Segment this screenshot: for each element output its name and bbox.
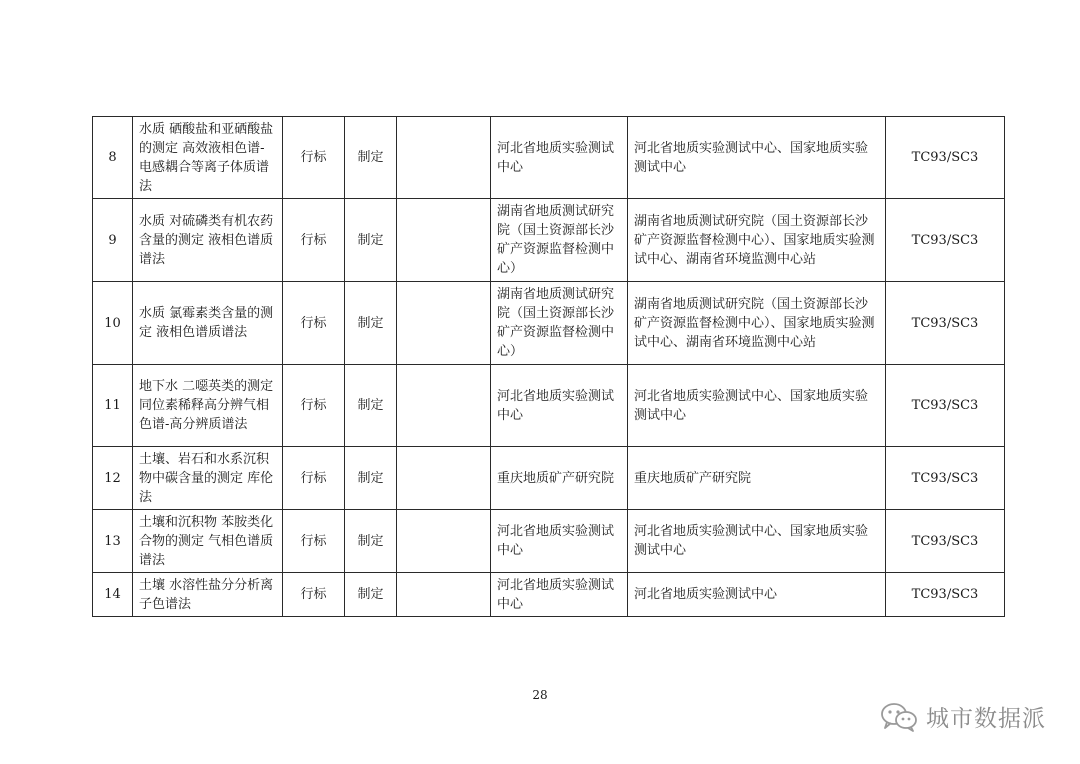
participating-units: 河北省地质实验测试中心、国家地质实验测试中心 bbox=[628, 510, 886, 573]
empty-cell bbox=[397, 510, 491, 573]
standard-type: 行标 bbox=[283, 573, 345, 617]
lead-unit: 湖南省地质测试研究院（国土资源部长沙矿产资源监督检测中心） bbox=[491, 282, 628, 365]
lead-unit: 湖南省地质测试研究院（国土资源部长沙矿产资源监督检测中心） bbox=[491, 199, 628, 282]
empty-cell bbox=[397, 282, 491, 365]
wechat-icon bbox=[880, 702, 918, 732]
empty-cell bbox=[397, 573, 491, 617]
standard-type: 行标 bbox=[283, 199, 345, 282]
participating-units: 湖南省地质测试研究院（国土资源部长沙矿产资源监督检测中心）、国家地质实验测试中心、湖南省环境监测中心站 bbox=[628, 282, 886, 365]
watermark bbox=[880, 700, 1046, 733]
work-type: 制定 bbox=[345, 510, 397, 573]
watermark-text: 城市数据派 bbox=[926, 706, 1046, 732]
standard-type: 行标 bbox=[283, 447, 345, 510]
committee-code: TC93/SC3 bbox=[886, 573, 1005, 617]
participating-units: 重庆地质矿产研究院 bbox=[628, 447, 886, 510]
lead-unit: 河北省地质实验测试中心 bbox=[491, 573, 628, 617]
standard-type: 行标 bbox=[283, 510, 345, 573]
table-row bbox=[93, 447, 1005, 510]
standard-name: 土壤和沉积物 苯胺类化合物的测定 气相色谱质谱法 bbox=[133, 510, 283, 573]
work-type: 制定 bbox=[345, 282, 397, 365]
work-type: 制定 bbox=[345, 117, 397, 199]
standard-name: 土壤 水溶性盐分分析离子色谱法 bbox=[133, 573, 283, 617]
standard-type: 行标 bbox=[283, 365, 345, 447]
lead-unit: 河北省地质实验测试中心 bbox=[491, 117, 628, 199]
table-row bbox=[93, 365, 1005, 447]
table-row bbox=[93, 282, 1005, 365]
table-body bbox=[93, 117, 1005, 617]
committee-code: TC93/SC3 bbox=[886, 447, 1005, 510]
work-type: 制定 bbox=[345, 573, 397, 617]
standard-name: 地下水 二噁英类的测定 同位素稀释高分辨气相色谱-高分辨质谱法 bbox=[133, 365, 283, 447]
standard-name: 水质 硒酸盐和亚硒酸盐的测定 高效液相色谱-电感耦合等离子体质谱法 bbox=[133, 117, 283, 199]
empty-cell bbox=[397, 199, 491, 282]
participating-units: 河北省地质实验测试中心、国家地质实验测试中心 bbox=[628, 365, 886, 447]
standard-name: 水质 氯霉素类含量的测定 液相色谱质谱法 bbox=[133, 282, 283, 365]
work-type: 制定 bbox=[345, 365, 397, 447]
participating-units: 湖南省地质测试研究院（国土资源部长沙矿产资源监督检测中心）、国家地质实验测试中心、湖南省环境监测中心站 bbox=[628, 199, 886, 282]
empty-cell bbox=[397, 365, 491, 447]
work-type: 制定 bbox=[345, 447, 397, 510]
row-number: 12 bbox=[93, 447, 133, 510]
row-number: 8 bbox=[93, 117, 133, 199]
standard-type: 行标 bbox=[283, 117, 345, 199]
committee-code: TC93/SC3 bbox=[886, 365, 1005, 447]
participating-units: 河北省地质实验测试中心、国家地质实验测试中心 bbox=[628, 117, 886, 199]
committee-code: TC93/SC3 bbox=[886, 510, 1005, 573]
empty-cell bbox=[397, 447, 491, 510]
committee-code: TC93/SC3 bbox=[886, 282, 1005, 365]
row-number: 10 bbox=[93, 282, 133, 365]
table-row bbox=[93, 199, 1005, 282]
table-row bbox=[93, 117, 1005, 199]
table-row bbox=[93, 573, 1005, 617]
row-number: 13 bbox=[93, 510, 133, 573]
table-row bbox=[93, 510, 1005, 573]
lead-unit: 河北省地质实验测试中心 bbox=[491, 365, 628, 447]
lead-unit: 河北省地质实验测试中心 bbox=[491, 510, 628, 573]
page-number: 28 bbox=[532, 688, 548, 702]
standard-type: 行标 bbox=[283, 282, 345, 365]
committee-code: TC93/SC3 bbox=[886, 199, 1005, 282]
work-type: 制定 bbox=[345, 199, 397, 282]
row-number: 11 bbox=[93, 365, 133, 447]
empty-cell bbox=[397, 117, 491, 199]
standards-table bbox=[92, 116, 1005, 617]
standard-name: 土壤、岩石和水系沉积物中碳含量的测定 库伦法 bbox=[133, 447, 283, 510]
row-number: 9 bbox=[93, 199, 133, 282]
standard-name: 水质 对硫磷类有机农药含量的测定 液相色谱质谱法 bbox=[133, 199, 283, 282]
participating-units: 河北省地质实验测试中心 bbox=[628, 573, 886, 617]
committee-code: TC93/SC3 bbox=[886, 117, 1005, 199]
row-number: 14 bbox=[93, 573, 133, 617]
lead-unit: 重庆地质矿产研究院 bbox=[491, 447, 628, 510]
